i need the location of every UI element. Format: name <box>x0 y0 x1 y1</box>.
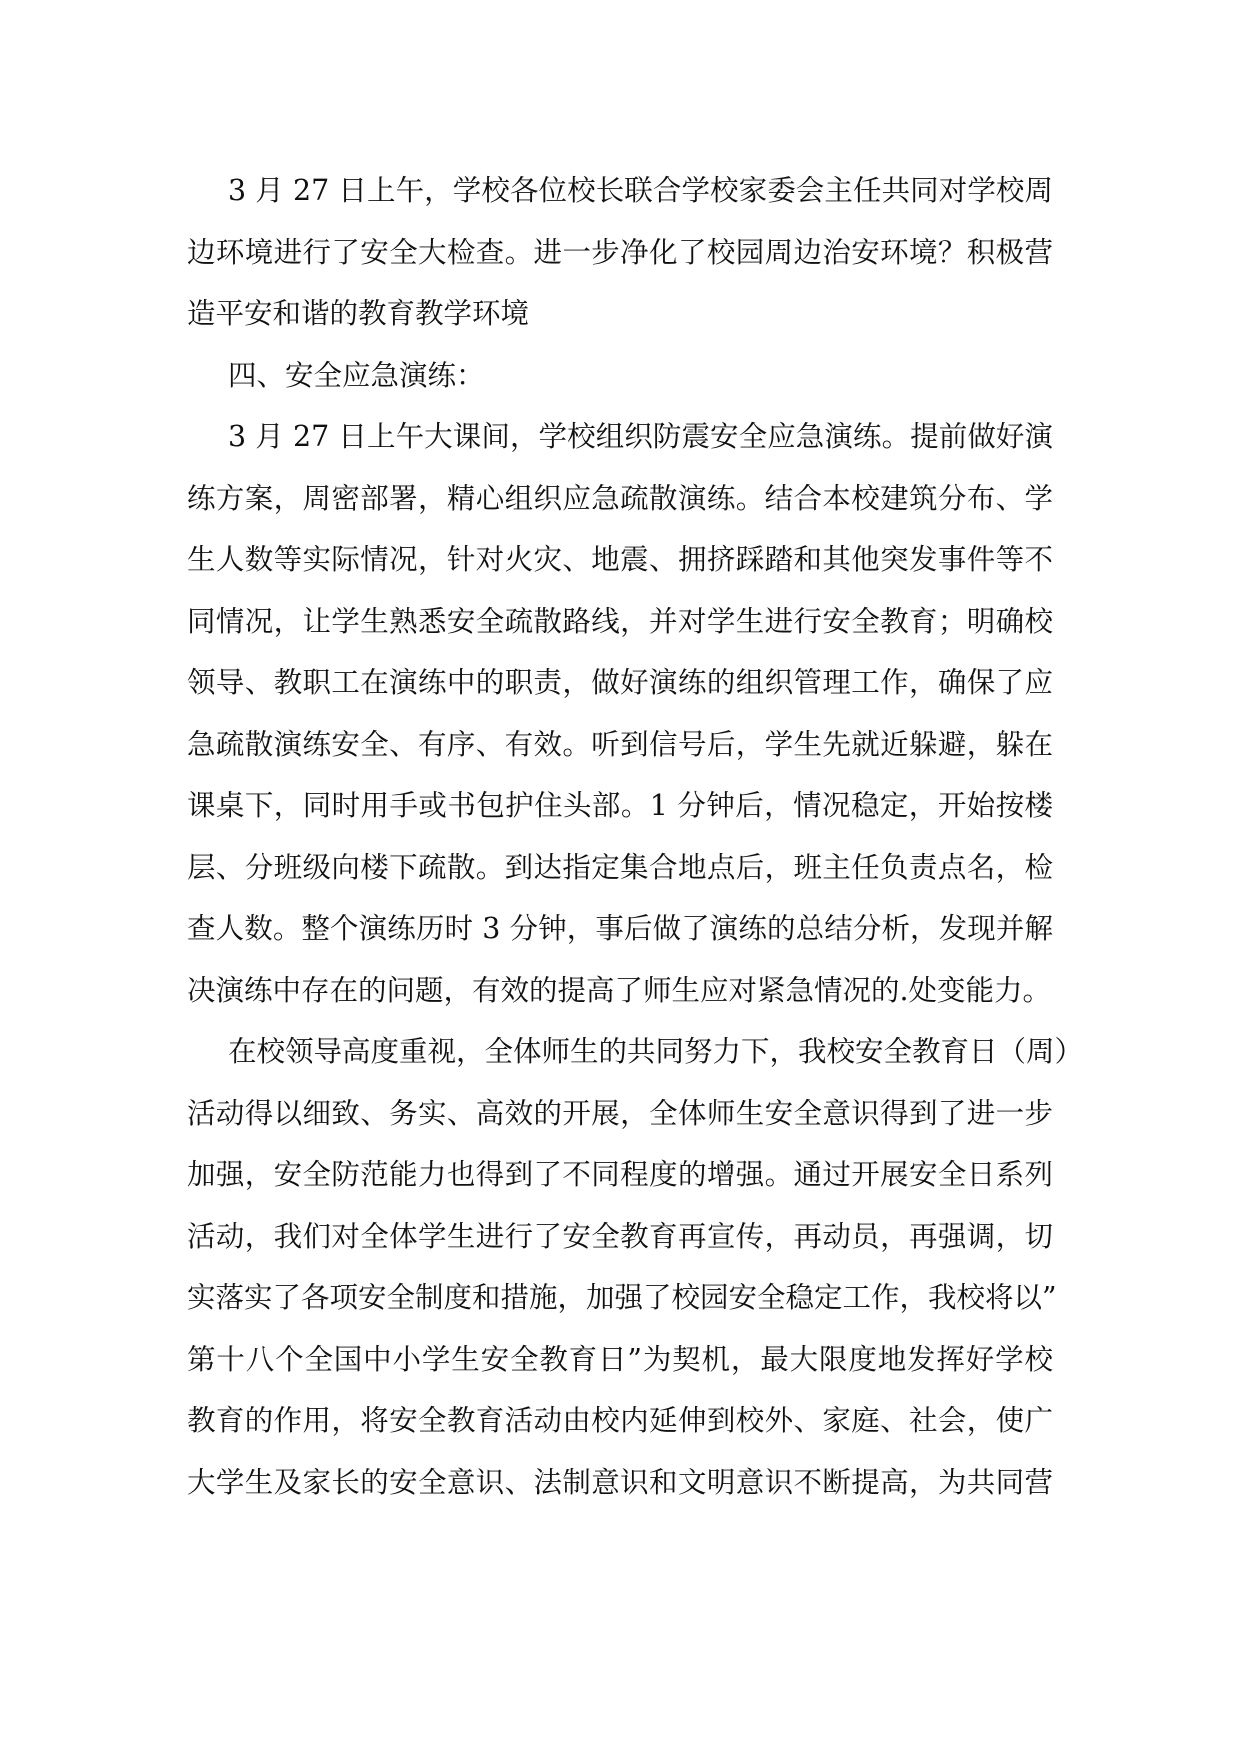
text-line: 查人数。整个演练历时 3 分钟，事后做了演练的总结分析，发现并解 <box>187 912 1053 945</box>
text-line: 活动得以细致、务实、高效的开展，全体师生安全意识得到了进一步 <box>187 1096 1053 1130</box>
text-line: 层、分班级向楼下疏散。到达指定集合地点后，班主任负责点名，检 <box>187 850 1053 884</box>
text-line: 活动，我们对全体学生进行了安全教育再宣传，再动员，再强调，切 <box>187 1219 1053 1253</box>
paragraph-summary <box>187 1021 1084 1513</box>
text-line: 大学生及家长的安全意识、法制意识和文明意识不断提高，为共同营 <box>187 1465 1053 1499</box>
text-line: 急疏散演练安全、有序、有效。听到信号后，学生先就近躲避，躲在 <box>187 727 1053 761</box>
text-line: 决演练中存在的问题，有效的提高了师生应对紧急情况的.处变能力。 <box>187 973 1052 1007</box>
text-line: 边环境进行了安全大检查。进一步净化了校园周边治安环境？积极营 <box>187 235 1053 269</box>
section-heading-emergency-drill <box>187 345 1053 407</box>
text-line: 在校领导高度重视，全体师生的共同努力下，我校安全教育日（周） <box>228 1035 1084 1068</box>
document-body <box>187 160 1084 1513</box>
text-line: 领导、教职工在演练中的职责，做好演练的组织管理工作，确保了应 <box>187 666 1053 699</box>
text-line: 3 月 27 日上午大课间，学校组织防震安全应急演练。提前做好演 <box>228 420 1053 453</box>
text-line: 实落实了各项安全制度和措施，加强了校园安全稳定工作，我校将以” <box>187 1281 1057 1314</box>
text-line: 同情况，让学生熟悉安全疏散路线，并对学生进行安全教育；明确校 <box>187 604 1053 638</box>
text-line: 3 月 27 日上午，学校各位校长联合学校家委会主任共同对学校周 <box>228 174 1053 207</box>
text-line: 课桌下，同时用手或书包护住头部。1 分钟后，情况稳定，开始按楼 <box>187 789 1053 822</box>
paragraph-inspection <box>187 160 1053 345</box>
paragraph-drill <box>187 406 1053 1021</box>
text-line: 加强，安全防范能力也得到了不同程度的增强。通过开展安全日系列 <box>187 1158 1053 1191</box>
text-line: 教育的作用，将安全教育活动由校内延伸到校外、家庭、社会，使广 <box>187 1404 1053 1437</box>
text-line: 第十八个全国中小学生安全教育日”为契机，最大限度地发挥好学校 <box>187 1342 1053 1376</box>
text-line: 造平安和谐的教育教学环境 <box>187 297 530 330</box>
section-heading: 四、安全应急演练： <box>228 358 485 392</box>
text-line: 练方案，周密部署，精心组织应急疏散演练。结合本校建筑分布、学 <box>187 481 1053 515</box>
text-line: 生人数等实际情况，针对火灾、地震、拥挤踩踏和其他突发事件等不 <box>187 543 1053 576</box>
